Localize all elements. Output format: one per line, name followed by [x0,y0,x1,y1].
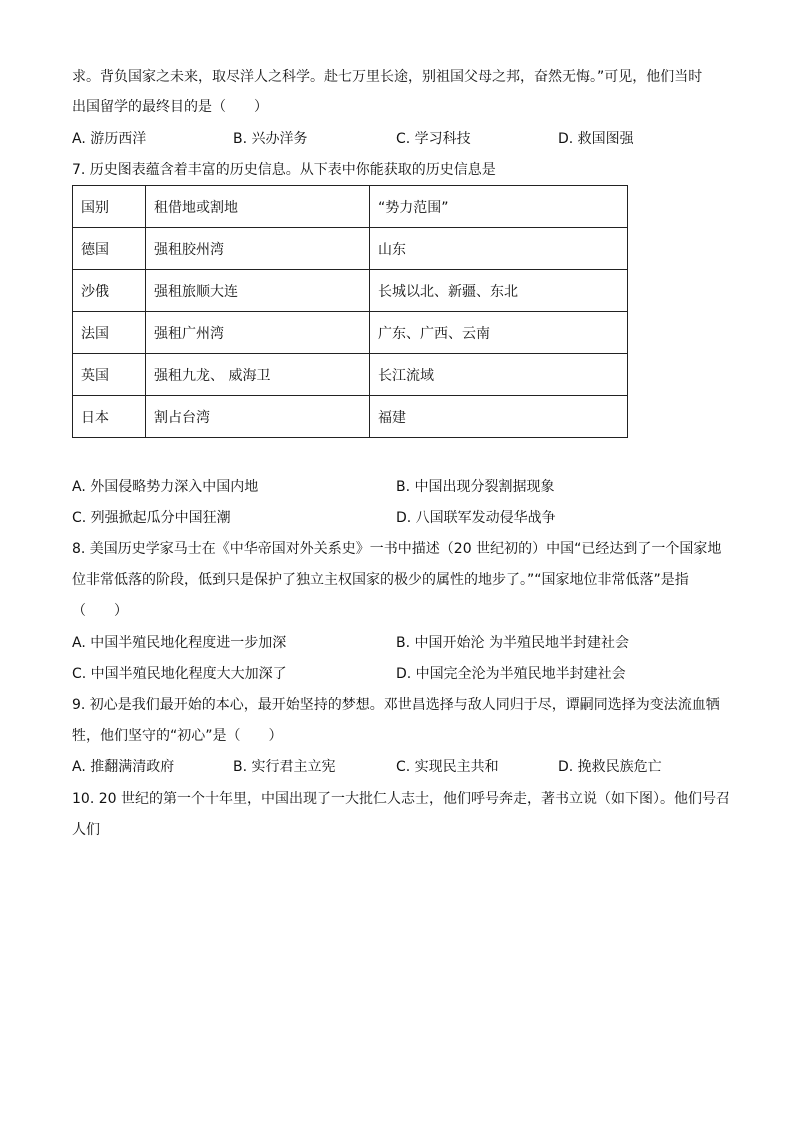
table-cell: 强租旅顺大连 [146,270,370,312]
table-header-row [73,186,628,228]
q9-stem-line-2: 牲，他们坚守的“初心”是（ ） [72,728,283,744]
table-cell: 广东、广西、云南 [370,312,628,354]
q8-stem-line-3: （ ） [72,603,128,619]
q9-option-b[interactable]: B. 实行君主立宪 [233,759,336,775]
table-cell: 法国 [73,312,146,354]
q9-stem-line-1: 9. 初心是我们最开始的本心，最开始坚持的梦想。邓世昌选择与敌人同归于尽，谭嗣同选择为变法流血牺 [72,697,720,713]
table-cell: 福建 [370,396,628,438]
q6-option-d[interactable]: D. 救国图强 [558,131,634,147]
q8-option-a[interactable]: A. 中国半殖民地化程度进一步加深 [72,635,287,651]
q6-option-a[interactable]: A. 游历西洋 [72,131,147,147]
table-header-cell: 租借地或割地 [146,186,370,228]
table-row [73,270,628,312]
q6-option-c[interactable]: C. 学习科技 [396,131,471,147]
q6-stem-line-1: 求。背负国家之未来，取尽洋人之科学。赴七万里长途，别祖国父母之邦，奋然无悔。”可见，他们当时 [72,69,703,85]
table-cell: 强租广州湾 [146,312,370,354]
q10-stem-line-2: 人们 [72,822,100,838]
q8-option-d[interactable]: D. 中国完全沦为半殖民地半封建社会 [396,666,626,682]
table-cell: 德国 [73,228,146,270]
table-cell: 长江流域 [370,354,628,396]
q7-stem: 7. 历史图表蕴含着丰富的历史信息。从下表中你能获取的历史信息是 [72,162,496,178]
q8-stem-line-2: 位非常低落的阶段，低到只是保护了独立主权国家的极少的属性的地步了。”“国家地位非常低落”是指 [72,572,689,588]
table-row [73,312,628,354]
table-header-cell: 国别 [73,186,146,228]
q6-option-b[interactable]: B. 兴办洋务 [233,131,308,147]
q8-stem-line-1: 8. 美国历史学家马士在《中华帝国对外关系史》一书中描述（20 世纪初的）中国“已经达到了一个国家地 [72,541,722,557]
q7-option-c[interactable]: C. 列强掀起瓜分中国狂潮 [72,510,231,526]
q9-option-c[interactable]: C. 实现民主共和 [396,759,499,775]
table-cell: 日本 [73,396,146,438]
q7-table [72,185,628,438]
table-cell: 强租胶州湾 [146,228,370,270]
table-cell: 沙俄 [73,270,146,312]
q8-option-b[interactable]: B. 中国开始沦 为半殖民地半封建社会 [396,635,629,651]
table-row [73,354,628,396]
table-cell: 山东 [370,228,628,270]
q8-option-c[interactable]: C. 中国半殖民地化程度大大加深了 [72,666,287,682]
table-header-cell: “势力范围” [370,186,628,228]
table-row [73,228,628,270]
table-cell: 强租九龙、 威海卫 [146,354,370,396]
q7-option-b[interactable]: B. 中国出现分裂割据现象 [396,479,555,495]
q7-option-d[interactable]: D. 八国联军发动侵华战争 [396,510,556,526]
table-cell: 长城以北、新疆、东北 [370,270,628,312]
q9-option-a[interactable]: A. 推翻满清政府 [72,759,175,775]
q9-option-d[interactable]: D. 挽救民族危亡 [558,759,662,775]
q7-option-a[interactable]: A. 外国侵略势力深入中国内地 [72,479,259,495]
q6-stem-line-2: 出国留学的最终目的是（ ） [72,99,268,115]
q10-stem-line-1: 10. 20 世纪的第一个十年里，中国出现了一大批仁人志士，他们呼号奔走，著书立说（如下图）。他们号召 [72,791,730,807]
table-cell: 英国 [73,354,146,396]
table-row [73,396,628,438]
table-cell: 割占台湾 [146,396,370,438]
